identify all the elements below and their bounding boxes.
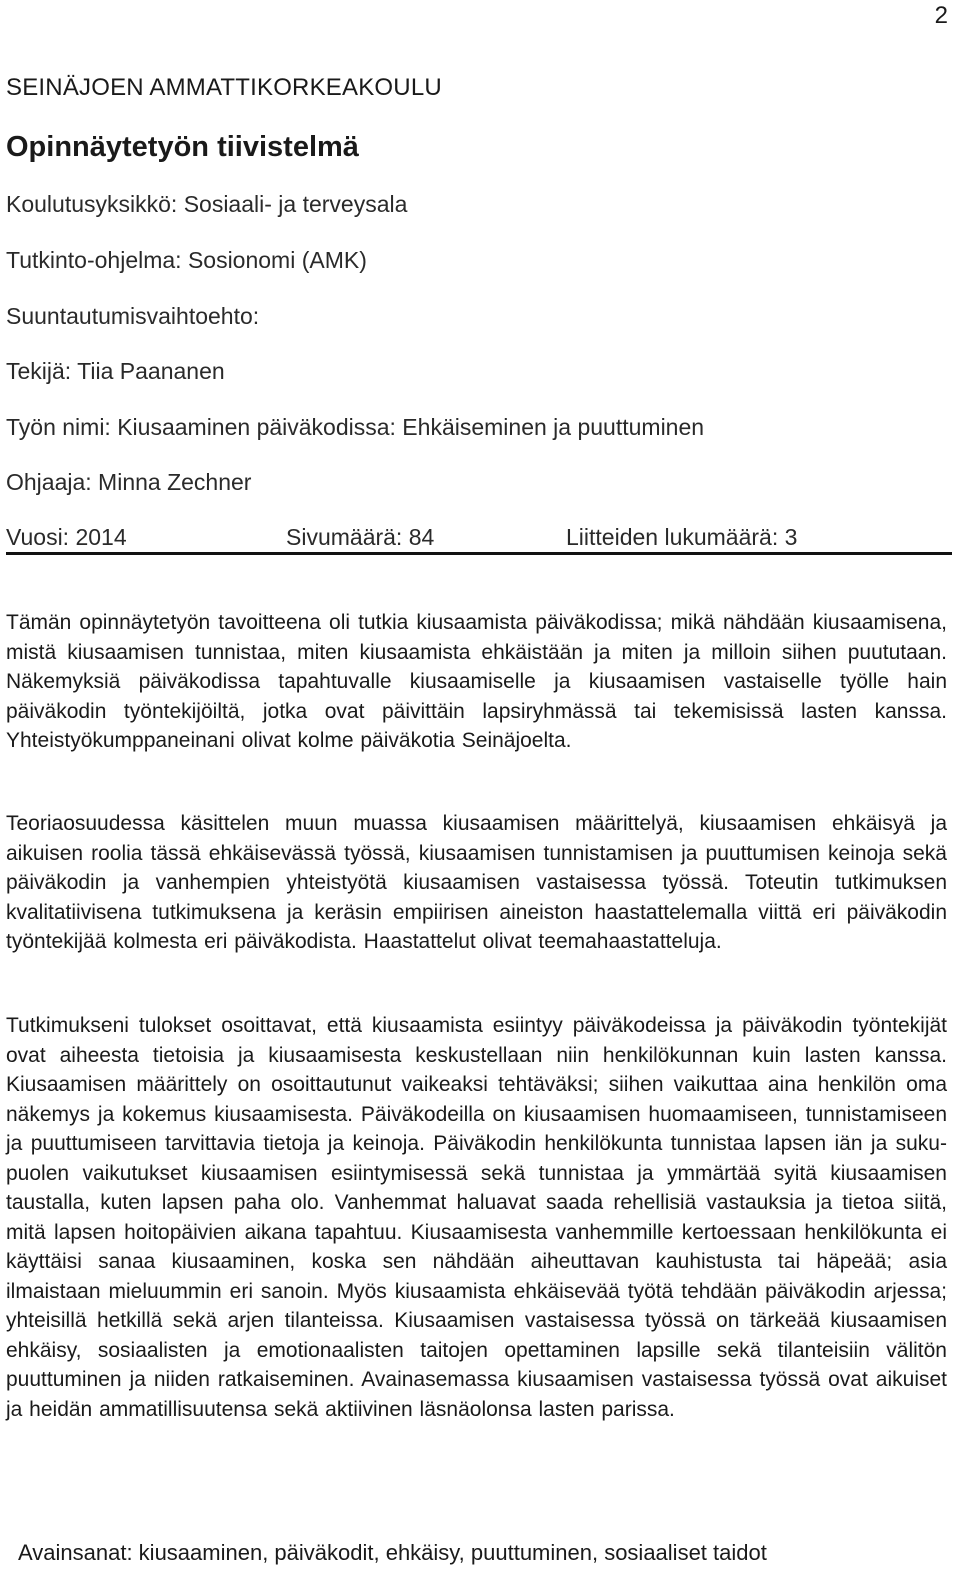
abstract-paragraph-2: Teoriaosuudessa käsittelen muun muassa kiusaamisen määrittelyä, kiusaamisen ehkäisyä ja aikuisen roolia tässä ehkäisevässä työssä, kiusaamisen tunnistamisen ja puuttumisen keinoja sekä päiväkodin ja vanhempien yhteistyötä kiusaamisen vastaisessa työssä. Toteutin tutkimuksen kvalitatiivisena tutkimuksena ja keräsin empiirisen aineiston haastattelemalla viittä eri päiväkodin työntekijää kolmesta eri päiväkodista. Haastattelut olivat teemahaastatteluja.	[6, 812, 947, 953]
meta-supervisor: Ohjaaja: Minna Zechner	[6, 469, 252, 495]
meta-year: Vuosi: 2014	[6, 524, 127, 550]
meta-work-title: Työn nimi: Kiusaaminen päiväkodissa: Ehkäiseminen ja puuttuminen	[6, 414, 705, 440]
page-number: 2	[934, 2, 948, 29]
abstract-paragraph-3: Tutkimukseni tulokset osoittavat, että kiusaamista esiintyy päiväkodeissa ja päiväkodin työntekijät ovat aiheesta tietoisia ja kiusaamisesta keskustellaan niin henkilökunnan kuin lasten kanssa. Kiusaamisen määrittely on osoittautunut vaikeaksi tehtäväksi; siihen vaikuttaa aina henkilön oma näkemys ja kokemus kiusaamisesta. Päiväkodeilla on kiusaamisen huomaamiseen, tunnistamiseen ja puuttumiseen tarvittavia tietoja ja keinoja. Päiväkodin henkilökunta tunnistaa lapsen iän ja sukupuolen vaikutukset kiusaamisen esiintymisessä sekä tunnistaa ja ymmärtää syitä kiusaamisen taustalla, kuten lapsen paha olo. Vanhemmat haluavat saada rehellisiä vastauksia ja tietoa siitä, mitä lapsen hoitopäivien aikana tapahtuu. Kiusaamisesta vanhemmille kertoessaan henkilökunta ei käyttäisi sanaa kiusaaminen, koska sen nähdään aiheuttavan kauhistusta tai häpeää; asia ilmaistaan mieluummin eri sanoin. Myös kiusaamista ehkäisevää työtä tehdään päiväkodin arjessa; yhteisillä hetkillä sekä arjen tilanteissa. Kiusaamisen vastaisessa työssä on tärkeää kiusaamisen ehkäisy, sosiaalisten ja emotionaalisten taitojen opettaminen lapsille sekä tilanteisiin välitön puuttuminen ja niiden ratkaiseminen. Avainasemassa kiusaamisen vastaisessa työssä ovat aikuiset ja heidän ammatillisuutensa sekä aktiivinen läsnäolonsa lasten parissa.	[6, 1014, 947, 1421]
institution-name: SEINÄJOEN AMMATTIKORKEAKOULU	[6, 74, 442, 101]
meta-pages: Sivumäärä: 84	[286, 524, 435, 550]
meta-unit: Koulutusyksikkö: Sosiaali- ja terveysala	[6, 191, 408, 217]
meta-author: Tekijä: Tiia Paananen	[6, 358, 225, 384]
abstract-paragraph-1: Tämän opinnäytetyön tavoitteena oli tutkia kiusaamista päiväkodissa; mikä nähdään kiusaamisena, mistä kiusaamisen tunnistaa, miten kiusaamista ehkäistään ja miten ja milloin siihen puututaan. Näkemyksiä päiväkodissa tapahtuvalle kiusaamiselle ja kiusaamisen vastaiselle työlle hain päiväkodin työntekijöiltä, jotka ovat päivittäin lapsiryhmässä tai tekemisissä lasten kanssa. Yhteistyökumppaneinani olivat kolme päiväkotia Seinäjoelta.	[6, 611, 947, 752]
divider-rule	[6, 552, 952, 555]
keywords: Avainsanat: kiusaaminen, päiväkodit, ehkäisy, puuttuminen, sosiaaliset taidot	[18, 1540, 767, 1565]
meta-specialization: Suuntautumisvaihtoehto:	[6, 303, 260, 329]
document-title: Opinnäytetyön tiivistelmä	[6, 131, 359, 163]
meta-appendices: Liitteiden lukumäärä: 3	[566, 524, 798, 550]
meta-program: Tutkinto-ohjelma: Sosionomi (AMK)	[6, 247, 367, 273]
